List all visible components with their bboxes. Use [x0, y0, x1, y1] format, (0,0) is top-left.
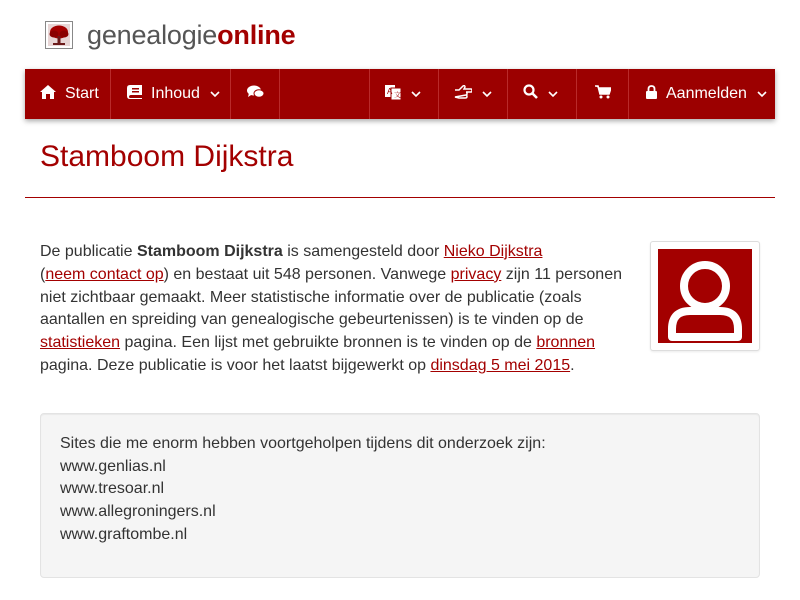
nav-language[interactable]	[370, 69, 439, 119]
chevron-down-icon	[757, 85, 767, 103]
sources-link[interactable]: bronnen	[536, 334, 596, 352]
privacy-link[interactable]: privacy	[450, 265, 502, 283]
hand-point-icon	[454, 85, 472, 104]
tree-logo-icon	[45, 21, 73, 49]
cart-icon	[595, 85, 611, 104]
svg-text:A: A	[387, 86, 393, 96]
language-icon	[385, 84, 401, 105]
nav-start-label: Start	[65, 85, 99, 102]
nav-login[interactable]	[629, 69, 775, 119]
lock-icon	[646, 85, 657, 104]
book-icon	[127, 85, 142, 104]
notes-line: www.graftombe.nl	[60, 525, 188, 543]
search-icon	[523, 84, 538, 104]
nav-shop[interactable]	[577, 69, 629, 119]
notes-line: www.genlias.nl	[60, 457, 166, 475]
last-updated-link[interactable]: dinsdag 5 mei 2015	[430, 356, 571, 374]
intro-text: .	[570, 356, 575, 374]
nav-inhoud-label: Inhoud	[151, 85, 200, 102]
svg-text:文: 文	[394, 91, 401, 99]
publication-description	[40, 241, 630, 378]
notes-line: www.tresoar.nl	[60, 480, 165, 498]
user-placeholder-icon	[658, 249, 752, 343]
chevron-down-icon	[482, 85, 492, 103]
home-icon	[40, 85, 56, 104]
site-logo-text: genealogieonline	[87, 19, 296, 50]
nav-search[interactable]	[508, 69, 577, 119]
page-title: Stamboom Dijkstra	[40, 140, 294, 173]
chevron-down-icon	[210, 85, 220, 103]
author-avatar-frame[interactable]	[650, 241, 760, 351]
nav-inhoud[interactable]	[111, 69, 231, 119]
intro-text: pagina. Een lijst met gebruikte bronnen is te vinden op de	[120, 334, 537, 352]
contact-link[interactable]: neem contact op	[45, 265, 164, 283]
comments-icon	[247, 85, 264, 104]
notes-line: www.allegroningers.nl	[60, 503, 216, 521]
navbar-spacer	[280, 69, 370, 119]
notes-line: Sites die me enorm hebben voortgeholpen tijdens dit onderzoek zijn:	[60, 435, 546, 452]
publication-name: Stamboom Dijkstra	[136, 243, 283, 260]
title-divider	[25, 197, 775, 198]
author-link[interactable]: Nieko Dijkstra	[443, 243, 543, 260]
nav-start[interactable]	[25, 69, 111, 119]
nav-interaction[interactable]	[439, 69, 508, 119]
nav-login-label: Aanmelden	[666, 85, 747, 102]
avatar	[658, 249, 752, 343]
notes-text	[60, 433, 546, 547]
site-logo[interactable]	[45, 18, 295, 52]
intro-text: (	[40, 265, 46, 283]
intro-text: ) en bestaat uit 548 personen. Vanwege	[163, 265, 451, 283]
statistics-link[interactable]: statistieken	[40, 334, 121, 352]
main-navbar	[25, 69, 775, 119]
intro-text: De publicatie	[40, 243, 137, 260]
notes-panel	[40, 413, 760, 578]
chevron-down-icon	[548, 85, 558, 103]
intro-text: zijn 11 personen niet zichtbaar gemaakt. Meer statistische informatie over de publicatie (zoals aantallen en spreiding van genealogische gebeurtenissen) is te vinden op de	[40, 265, 622, 329]
nav-forum[interactable]	[231, 69, 280, 119]
chevron-down-icon	[411, 85, 421, 103]
intro-text: is samengesteld door	[282, 243, 444, 260]
intro-text: pagina. Deze publicatie is voor het laatst bijgewerkt op	[40, 356, 431, 374]
